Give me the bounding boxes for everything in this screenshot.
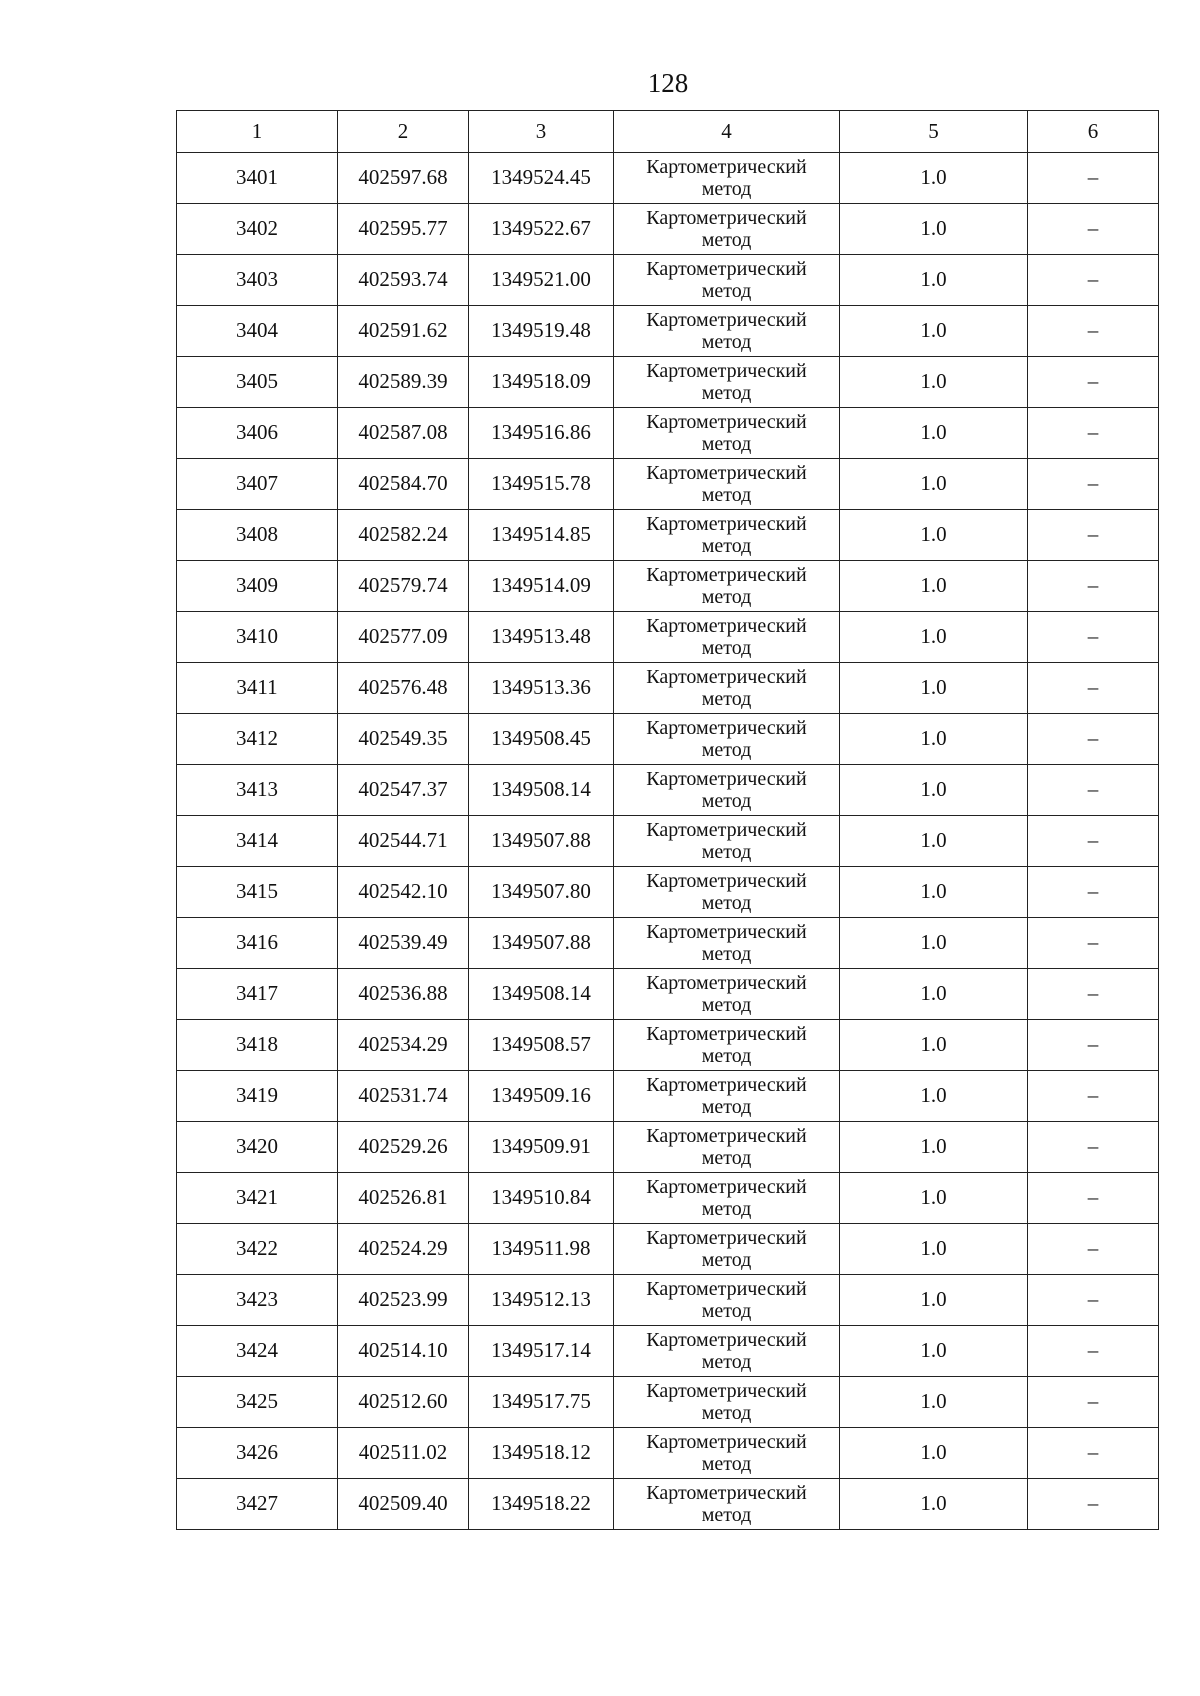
x-coordinate-cell: 402579.74 (338, 561, 469, 612)
x-coordinate-cell: 402582.24 (338, 510, 469, 561)
method-text-line: метод (701, 688, 752, 710)
point-number-cell: 3402 (177, 204, 338, 255)
method-text-line: Картометрический (646, 1124, 807, 1147)
x-coordinate-cell: 402589.39 (338, 357, 469, 408)
x-coordinate-cell: 402544.71 (338, 816, 469, 867)
point-number-cell: 3409 (177, 561, 338, 612)
x-coordinate-cell: 402526.81 (338, 1173, 469, 1224)
note-cell: – (1028, 459, 1159, 510)
method-text-line: метод (701, 331, 752, 353)
note-cell: – (1028, 1428, 1159, 1479)
accuracy-cell: 1.0 (840, 663, 1028, 714)
accuracy-cell: 1.0 (840, 714, 1028, 765)
method-cell (614, 357, 840, 408)
method-cell (614, 153, 840, 204)
point-number-cell: 3407 (177, 459, 338, 510)
method-text-line: метод (701, 1045, 752, 1067)
table-row (177, 306, 1159, 357)
table-body (177, 111, 1159, 1530)
method-cell (614, 1020, 840, 1071)
method-text-line: Картометрический (646, 155, 807, 178)
accuracy-cell: 1.0 (840, 1020, 1028, 1071)
x-coordinate-cell: 402534.29 (338, 1020, 469, 1071)
method-text-line: метод (701, 586, 752, 608)
accuracy-cell: 1.0 (840, 918, 1028, 969)
method-text-line: метод (701, 178, 752, 200)
column-header: 2 (338, 111, 469, 153)
accuracy-cell: 1.0 (840, 459, 1028, 510)
method-text-line: Картометрический (646, 1379, 807, 1402)
method-cell (614, 1122, 840, 1173)
note-cell: – (1028, 1479, 1159, 1530)
y-coordinate-cell: 1349513.36 (469, 663, 614, 714)
accuracy-cell: 1.0 (840, 408, 1028, 459)
accuracy-cell: 1.0 (840, 867, 1028, 918)
method-cell (614, 306, 840, 357)
x-coordinate-cell: 402524.29 (338, 1224, 469, 1275)
y-coordinate-cell: 1349517.14 (469, 1326, 614, 1377)
point-number-cell: 3415 (177, 867, 338, 918)
accuracy-cell: 1.0 (840, 969, 1028, 1020)
accuracy-cell: 1.0 (840, 153, 1028, 204)
table-row (177, 1071, 1159, 1122)
table-row (177, 765, 1159, 816)
table-row (177, 612, 1159, 663)
method-text-line: Картометрический (646, 1430, 807, 1453)
method-cell (614, 714, 840, 765)
point-number-cell: 3426 (177, 1428, 338, 1479)
method-text-line: метод (701, 790, 752, 812)
table-row (177, 153, 1159, 204)
table-row (177, 867, 1159, 918)
point-number-cell: 3408 (177, 510, 338, 561)
method-text-line: Картометрический (646, 206, 807, 229)
method-cell (614, 408, 840, 459)
y-coordinate-cell: 1349518.09 (469, 357, 614, 408)
x-coordinate-cell: 402511.02 (338, 1428, 469, 1479)
method-text-line: метод (701, 229, 752, 251)
note-cell: – (1028, 1020, 1159, 1071)
y-coordinate-cell: 1349518.22 (469, 1479, 614, 1530)
note-cell: – (1028, 1326, 1159, 1377)
note-cell: – (1028, 153, 1159, 204)
table-row (177, 1377, 1159, 1428)
accuracy-cell: 1.0 (840, 204, 1028, 255)
note-cell: – (1028, 969, 1159, 1020)
point-number-cell: 3417 (177, 969, 338, 1020)
table-row (177, 561, 1159, 612)
point-number-cell: 3419 (177, 1071, 338, 1122)
method-text-line: метод (701, 433, 752, 455)
accuracy-cell: 1.0 (840, 306, 1028, 357)
accuracy-cell: 1.0 (840, 357, 1028, 408)
note-cell: – (1028, 1122, 1159, 1173)
table-row (177, 1275, 1159, 1326)
method-text-line: метод (701, 1453, 752, 1475)
point-number-cell: 3406 (177, 408, 338, 459)
method-cell (614, 918, 840, 969)
method-cell (614, 969, 840, 1020)
table-row (177, 816, 1159, 867)
x-coordinate-cell: 402536.88 (338, 969, 469, 1020)
x-coordinate-cell: 402595.77 (338, 204, 469, 255)
note-cell: – (1028, 1275, 1159, 1326)
y-coordinate-cell: 1349511.98 (469, 1224, 614, 1275)
column-header: 5 (840, 111, 1028, 153)
method-text-line: Картометрический (646, 1226, 807, 1249)
y-coordinate-cell: 1349517.75 (469, 1377, 614, 1428)
point-number-cell: 3401 (177, 153, 338, 204)
method-text-line: Картометрический (646, 512, 807, 535)
note-cell: – (1028, 612, 1159, 663)
x-coordinate-cell: 402577.09 (338, 612, 469, 663)
method-text-line: Картометрический (646, 1022, 807, 1045)
y-coordinate-cell: 1349514.09 (469, 561, 614, 612)
method-cell (614, 663, 840, 714)
y-coordinate-cell: 1349522.67 (469, 204, 614, 255)
method-text-line: Картометрический (646, 767, 807, 790)
column-header: 4 (614, 111, 840, 153)
method-cell (614, 1479, 840, 1530)
note-cell: – (1028, 561, 1159, 612)
method-text-line: метод (701, 280, 752, 302)
method-cell (614, 816, 840, 867)
method-text-line: Картометрический (646, 563, 807, 586)
method-cell (614, 1326, 840, 1377)
table-row (177, 408, 1159, 459)
y-coordinate-cell: 1349508.45 (469, 714, 614, 765)
x-coordinate-cell: 402542.10 (338, 867, 469, 918)
method-text-line: метод (701, 1147, 752, 1169)
point-number-cell: 3420 (177, 1122, 338, 1173)
method-cell (614, 867, 840, 918)
point-number-cell: 3416 (177, 918, 338, 969)
method-text-line: Картометрический (646, 971, 807, 994)
point-number-cell: 3413 (177, 765, 338, 816)
x-coordinate-cell: 402576.48 (338, 663, 469, 714)
x-coordinate-cell: 402509.40 (338, 1479, 469, 1530)
y-coordinate-cell: 1349519.48 (469, 306, 614, 357)
note-cell: – (1028, 1071, 1159, 1122)
x-coordinate-cell: 402584.70 (338, 459, 469, 510)
method-text-line: метод (701, 1300, 752, 1322)
method-text-line: метод (701, 535, 752, 557)
method-text-line: Картометрический (646, 665, 807, 688)
method-text-line: Картометрический (646, 410, 807, 433)
accuracy-cell: 1.0 (840, 1122, 1028, 1173)
method-text-line: Картометрический (646, 614, 807, 637)
table-row (177, 1122, 1159, 1173)
accuracy-cell: 1.0 (840, 612, 1028, 663)
method-cell (614, 1071, 840, 1122)
y-coordinate-cell: 1349508.14 (469, 765, 614, 816)
method-text-line: метод (701, 841, 752, 863)
y-coordinate-cell: 1349507.88 (469, 816, 614, 867)
y-coordinate-cell: 1349507.88 (469, 918, 614, 969)
table-row (177, 204, 1159, 255)
note-cell: – (1028, 765, 1159, 816)
point-number-cell: 3404 (177, 306, 338, 357)
table-row (177, 663, 1159, 714)
point-number-cell: 3411 (177, 663, 338, 714)
accuracy-cell: 1.0 (840, 1326, 1028, 1377)
table-row (177, 1428, 1159, 1479)
note-cell: – (1028, 357, 1159, 408)
y-coordinate-cell: 1349510.84 (469, 1173, 614, 1224)
method-text-line: Картометрический (646, 716, 807, 739)
coordinates-table (176, 110, 1159, 1530)
method-text-line: Картометрический (646, 818, 807, 841)
y-coordinate-cell: 1349514.85 (469, 510, 614, 561)
x-coordinate-cell: 402539.49 (338, 918, 469, 969)
y-coordinate-cell: 1349507.80 (469, 867, 614, 918)
method-cell (614, 561, 840, 612)
method-text-line: Картометрический (646, 869, 807, 892)
method-text-line: метод (701, 1198, 752, 1220)
table-row (177, 510, 1159, 561)
y-coordinate-cell: 1349516.86 (469, 408, 614, 459)
x-coordinate-cell: 402591.62 (338, 306, 469, 357)
accuracy-cell: 1.0 (840, 1224, 1028, 1275)
header-row (177, 111, 1159, 153)
method-cell (614, 612, 840, 663)
method-cell (614, 459, 840, 510)
y-coordinate-cell: 1349508.14 (469, 969, 614, 1020)
y-coordinate-cell: 1349513.48 (469, 612, 614, 663)
point-number-cell: 3405 (177, 357, 338, 408)
table-row (177, 969, 1159, 1020)
method-text-line: Картометрический (646, 461, 807, 484)
x-coordinate-cell: 402514.10 (338, 1326, 469, 1377)
table-row (177, 1224, 1159, 1275)
column-header: 1 (177, 111, 338, 153)
method-cell (614, 1377, 840, 1428)
y-coordinate-cell: 1349518.12 (469, 1428, 614, 1479)
method-text-line: Картометрический (646, 1175, 807, 1198)
table-row (177, 357, 1159, 408)
table-row (177, 1479, 1159, 1530)
page-number: 128 (647, 68, 689, 98)
accuracy-cell: 1.0 (840, 1275, 1028, 1326)
method-text-line: метод (701, 1402, 752, 1424)
table-row (177, 1173, 1159, 1224)
accuracy-cell: 1.0 (840, 1479, 1028, 1530)
x-coordinate-cell: 402531.74 (338, 1071, 469, 1122)
note-cell: – (1028, 867, 1159, 918)
method-text-line: метод (701, 1351, 752, 1373)
method-text-line: Картометрический (646, 308, 807, 331)
y-coordinate-cell: 1349524.45 (469, 153, 614, 204)
note-cell: – (1028, 255, 1159, 306)
method-text-line: метод (701, 892, 752, 914)
method-text-line: метод (701, 484, 752, 506)
y-coordinate-cell: 1349512.13 (469, 1275, 614, 1326)
table-row (177, 1020, 1159, 1071)
table-row (177, 918, 1159, 969)
x-coordinate-cell: 402587.08 (338, 408, 469, 459)
method-text-line: метод (701, 943, 752, 965)
point-number-cell: 3421 (177, 1173, 338, 1224)
method-text-line: Картометрический (646, 257, 807, 280)
point-number-cell: 3425 (177, 1377, 338, 1428)
method-text-line: метод (701, 382, 752, 404)
note-cell: – (1028, 918, 1159, 969)
method-cell (614, 765, 840, 816)
method-text-line: Картометрический (646, 920, 807, 943)
note-cell: – (1028, 1173, 1159, 1224)
method-text-line: Картометрический (646, 1073, 807, 1096)
note-cell: – (1028, 204, 1159, 255)
method-text-line: метод (701, 994, 752, 1016)
note-cell: – (1028, 1224, 1159, 1275)
method-text-line: метод (701, 1249, 752, 1271)
method-text-line: метод (701, 739, 752, 761)
point-number-cell: 3424 (177, 1326, 338, 1377)
point-number-cell: 3412 (177, 714, 338, 765)
y-coordinate-cell: 1349508.57 (469, 1020, 614, 1071)
method-cell (614, 1224, 840, 1275)
table-row (177, 255, 1159, 306)
point-number-cell: 3410 (177, 612, 338, 663)
point-number-cell: 3414 (177, 816, 338, 867)
y-coordinate-cell: 1349509.91 (469, 1122, 614, 1173)
note-cell: – (1028, 714, 1159, 765)
method-text-line: Картометрический (646, 1481, 807, 1504)
y-coordinate-cell: 1349509.16 (469, 1071, 614, 1122)
point-number-cell: 3422 (177, 1224, 338, 1275)
point-number-cell: 3418 (177, 1020, 338, 1071)
x-coordinate-cell: 402597.68 (338, 153, 469, 204)
accuracy-cell: 1.0 (840, 1428, 1028, 1479)
point-number-cell: 3423 (177, 1275, 338, 1326)
method-text-line: метод (701, 637, 752, 659)
table-row (177, 714, 1159, 765)
column-header: 6 (1028, 111, 1159, 153)
method-cell (614, 1173, 840, 1224)
method-text-line: Картометрический (646, 1277, 807, 1300)
y-coordinate-cell: 1349521.00 (469, 255, 614, 306)
accuracy-cell: 1.0 (840, 1377, 1028, 1428)
x-coordinate-cell: 402547.37 (338, 765, 469, 816)
method-cell (614, 204, 840, 255)
note-cell: – (1028, 510, 1159, 561)
column-header: 3 (469, 111, 614, 153)
y-coordinate-cell: 1349515.78 (469, 459, 614, 510)
table-row (177, 1326, 1159, 1377)
accuracy-cell: 1.0 (840, 255, 1028, 306)
x-coordinate-cell: 402593.74 (338, 255, 469, 306)
method-cell (614, 510, 840, 561)
method-cell (614, 255, 840, 306)
x-coordinate-cell: 402549.35 (338, 714, 469, 765)
note-cell: – (1028, 408, 1159, 459)
accuracy-cell: 1.0 (840, 1173, 1028, 1224)
method-cell (614, 1428, 840, 1479)
method-text-line: Картометрический (646, 359, 807, 382)
method-text-line: Картометрический (646, 1328, 807, 1351)
method-cell (614, 1275, 840, 1326)
point-number-cell: 3427 (177, 1479, 338, 1530)
accuracy-cell: 1.0 (840, 1071, 1028, 1122)
note-cell: – (1028, 306, 1159, 357)
accuracy-cell: 1.0 (840, 765, 1028, 816)
table-row (177, 459, 1159, 510)
x-coordinate-cell: 402523.99 (338, 1275, 469, 1326)
method-text-line: метод (701, 1504, 752, 1526)
note-cell: – (1028, 816, 1159, 867)
x-coordinate-cell: 402529.26 (338, 1122, 469, 1173)
accuracy-cell: 1.0 (840, 561, 1028, 612)
note-cell: – (1028, 1377, 1159, 1428)
accuracy-cell: 1.0 (840, 510, 1028, 561)
x-coordinate-cell: 402512.60 (338, 1377, 469, 1428)
accuracy-cell: 1.0 (840, 816, 1028, 867)
point-number-cell: 3403 (177, 255, 338, 306)
method-text-line: метод (701, 1096, 752, 1118)
note-cell: – (1028, 663, 1159, 714)
